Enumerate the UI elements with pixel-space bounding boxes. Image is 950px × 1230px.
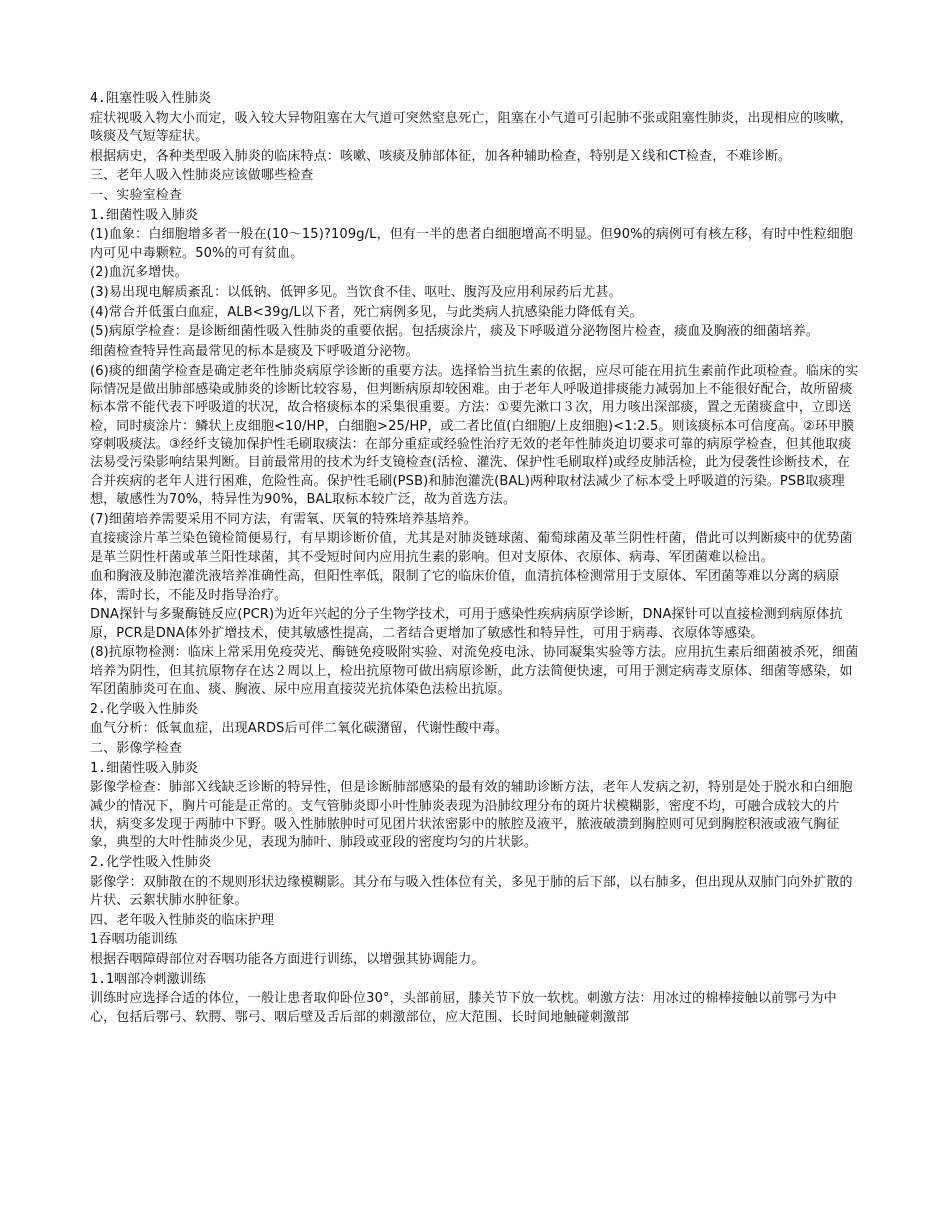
item-esr: (2)血沉多增快。 <box>90 265 188 281</box>
heading-obstructive-aspiration: 4.阻塞性吸入性肺炎 <box>90 91 212 106</box>
paragraph-symptoms: 症状视吸入物大小而定，吸入较大异物阻塞在大气道可突然窒息死亡，阻塞在小气道可引起肺不张或阻塞性肺炎，出现相应的咳嗽，咳痰及气短等症状。 <box>90 110 853 144</box>
item-hypoalbuminemia: (4)常合并低蛋白血症，ALB<39g/L以下者，死亡病例多见，与此类病人抗感染能力降低有关。 <box>90 304 643 320</box>
item-sputum-bacteriology: (6)痰的细菌学检查是确定老年性肺炎病原学诊断的重要方法。选择恰当抗生素的依据，应尽可能在用抗生素前作此项检查。临床的实际情况是做出肺部感染或肺炎的诊断比较容易，但判断病原却较困难。由于老年人呼吸道排痰能力减弱加上不能很好配合，故所留痰标本常不能代表下呼吸道的状况，故合格痰标本的采集很重要。方法：①要先漱口３次，用力咳出深部痰，置之无菌痰盒中，立即送检，同时痰涂片：鳞状上皮细胞<10/HP，白细胞>25/HP，或二者比值(白细胞/上皮细胞)<1:2.5。则该痰标本可信度高。②环甲膜穿刺吸痰法。③经纤支镜加保护性毛刷取痰法：在部分重症或经验性治疗无效的老年性肺炎迫切要求可靠的病原学检查，但其他取痰法易受污染影响结果判断。目前最常用的技术为纤支镜检查(活检、灌洗、保护性毛刷取样)或经皮肺活检，此为侵袭性诊断技术，在合并疾病的老年人进行困难，危险性高。保护性毛刷(PSB)和肺泡灌洗(BAL)两种取材法减少了标本受上呼吸道的污染。PSB取痰理想，敏感性为70%，特异性为90%，BAL取标本较广泛，故为首选方法。 <box>90 363 859 507</box>
paragraph-specimen: 细菌检查特异性高最常见的标本是痰及下呼吸道分泌物。 <box>90 344 419 360</box>
item-chemical-aspiration: 2.化学吸入性肺炎 <box>90 701 199 717</box>
subheading-lab-tests: 一、实验室检查 <box>90 188 183 204</box>
item-imaging-chemical: 2.化学性吸入性肺炎 <box>90 854 212 870</box>
item-swallow-training: 1吞咽功能训练 <box>90 932 178 948</box>
paragraph-blood-gas: 血气分析：低氧血症，出现ARDS后可伴二氧化碳潴留，代谢性酸中毒。 <box>90 721 509 737</box>
item-electrolytes: (3)易出现电解质紊乱：以低钠、低钾多见。当饮食不佳、呕吐、腹泻及应用利尿药后尤甚。 <box>90 285 622 301</box>
paragraph-cold-stimulation: 训练时应选择合适的体位，一般让患者取仰卧位30°，头部前屈，膝关节下放一软枕。刺激方法：用冰过的棉棒接触以前鄂弓为中心，包括后鄂弓、软腭、鄂弓、咽后壁及舌后部的刺激部位，应大范围、长时间地触碰刺激部 <box>90 991 837 1025</box>
paragraph-diagnosis: 根据病史，各种类型吸入肺炎的临床特点：咳嗽、咳痰及肺部体征，加各种辅助检查，特别是Ｘ线和CT检查，不难诊断。 <box>90 148 792 164</box>
paragraph-dna-pcr: DNA探针与多聚酶链反应(PCR)为近年兴起的分子生物学技术，可用于感染性疾病病原学诊断，DNA探针可以直接检测到病原体抗原，PCR是DNA体外扩增技术，使其敏感性提高，二者结合更增加了敏感性和特异性，可用于病毒、衣原体等感染。 <box>90 607 843 641</box>
item-etiology: (5)病原学检查：是诊断细菌性吸入性肺炎的重要依据。包括痰涂片，痰及下呼吸道分泌物图片检查，痰血及胸液的细菌培养。 <box>90 324 819 340</box>
paragraph-imaging-bacterial: 影像学检查：肺部Ｘ线缺乏诊断的特异性，但是诊断肺部感染的最有效的辅助诊断方法，老年人发病之初，特别是处于脱水和白细胞减少的情况下，胸片可能是正常的。支气管肺炎即小叶性肺炎表现为沿肺纹理分布的斑片状模糊影，密度不均，可融合成较大的片状，病变多发现于两肺中下野。吸入性肺脓肿时可见团片状浓密影中的脓腔及液平，脓液破溃到胸腔则可见到胸腔积液或液气胸征象，典型的大叶性肺炎少见，表现为肺叶、肺段或亚段的密度均匀的片状影。 <box>90 780 853 851</box>
subheading-imaging: 二、影像学检查 <box>90 740 183 756</box>
paragraph-imaging-chemical: 影像学：双肺散在的不规则形状边缘模糊影。其分布与吸入性体位有关，多见于肺的后下部，以右肺多，但出现从双肺门向外扩散的片状、云絮状肺水肿征象。 <box>90 874 853 908</box>
paragraph-gram-stain: 直接痰涂片革兰染色镜检简便易行，有早期诊断价值，尤其是对肺炎链球菌、葡萄球菌及革兰阴性杆菌，借此可以判断痰中的优势菌是革兰阴性杆菌或革兰阳性球菌，其不受短时间内应用抗生素的影响。但对支原体、衣原体、病毒、军团菌难以检出。 <box>90 531 853 565</box>
document-body <box>90 90 860 1028</box>
item-bacterial-aspiration: 1.细菌性吸入肺炎 <box>90 207 199 223</box>
item-culture-methods: (7)细菌培养需要采用不同方法，有需氧、厌氧的特殊培养基培养。 <box>90 511 478 527</box>
item-antigen-detection: (8)抗原物检测：临床上常采用免疫荧光、酶链免疫吸附实验、对流免疫电泳、协同凝集实验等方法。应用抗生素后细菌被杀死，细菌培养为阴性，但其抗原物存在达２周以上，检出抗原物可做出病原诊断，此方法简便快速，可用于测定病毒支原体、细菌等感染，如军团菌肺炎可在血、痰、胸液、尿中应用直接荧光抗体染色法检出抗原。 <box>90 645 859 697</box>
section-heading-nursing: 四、老年吸入性肺炎的临床护理 <box>90 912 275 928</box>
item-imaging-bacterial: 1.细菌性吸入肺炎 <box>90 760 199 776</box>
paragraph-swallow-training: 根据吞咽障碍部位对吞咽功能各方面进行训练，以增强其协调能力。 <box>90 951 485 967</box>
item-cold-stimulation: 1.1咽部冷刺激训练 <box>90 971 206 987</box>
section-heading-examinations: 三、老年人吸入性肺炎应该做哪些检查 <box>90 168 314 184</box>
item-blood-picture: (1)血象：白细胞增多者一般在(10～15)?109g/L，但有一半的患者白细胞增高不明显。但90%的病例可有核左移，有时中性粒细胞内可见中毒颗粒。50%的可有贫血。 <box>90 227 854 261</box>
paragraph-blood-culture: 血和胸液及肺泡灌洗液培养准确性高，但阳性率低，限制了它的临床价值，血清抗体检测常用于支原体、军团菌等难以分离的病原体，需时长，不能及时指导治疗。 <box>90 569 840 603</box>
